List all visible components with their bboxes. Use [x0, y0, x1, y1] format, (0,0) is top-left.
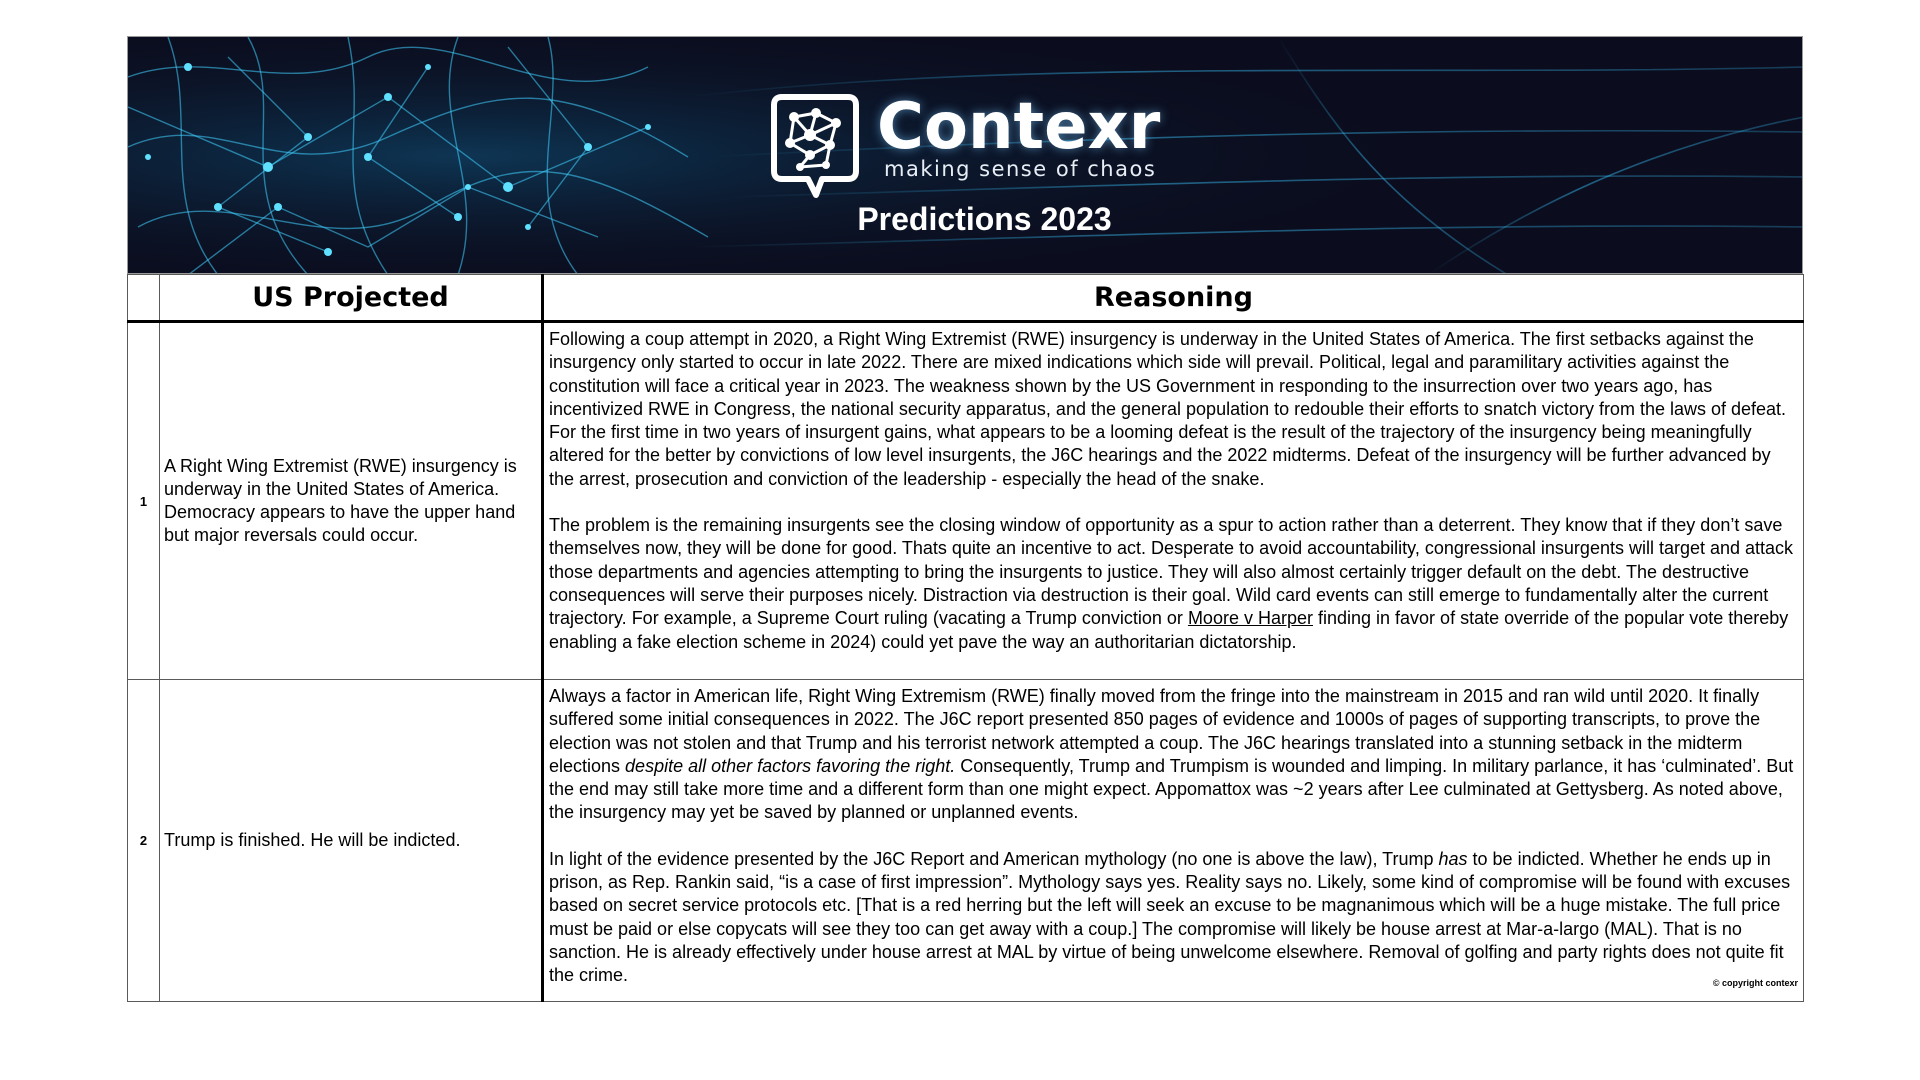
reasoning-emphasis: despite all other factors favoring the right. — [625, 755, 956, 776]
projection-cell: Trump is finished. He will be indicted. — [160, 680, 543, 1002]
moore-v-harper-link[interactable]: Moore v Harper — [1187, 608, 1313, 629]
reasoning-paragraph — [549, 685, 1799, 825]
header-banner — [127, 36, 1803, 274]
reasoning-paragraph: Following a coup attempt in 2020, a Right Wing Extremist (RWE) insurgency is underway in the United States of America. The first setbacks against the insurgency only started to occur in late 2022. There are mixed indications which side will prevail. Political, legal and paramilitary activities against the constitution will face a critical year in 2023. The weakness shown by the US Government in responding to the insurrection over two years ago, has incentivized RWE in Congress, the national security apparatus, and the general population to redouble their efforts to snatch victory from the laws of defeat. For the first time in two years of insurgent gains, what appears to be a looming defeat is the result of the trajectory of the insurgency being meaningfully altered for the better by convictions of low level insurgents, the J6C hearings and the 2022 midterms. Defeat of the insurgency will be further advanced by the arrest, prosecution and conviction of the leadership - especially the head of the snake. — [549, 329, 1787, 489]
reasoning-text: Consequently, Trump and Trumpism is wounded and limping. In military parlance, it has ‘culminated’. But the end may still take more time and a different form than one might expect. Appomattox was ~2 years after Lee culminated at Gettysberg. As noted above, the insurgency may yet be saved by planned or unplanned events. — [549, 755, 1794, 823]
brand-tagline: making sense of chaos — [884, 157, 1157, 181]
brand-lockup — [760, 91, 1220, 201]
prediction-sheet — [127, 36, 1803, 1002]
column-header-projected: US Projected — [160, 275, 543, 322]
column-header-reasoning: Reasoning — [543, 275, 1804, 322]
reasoning-cell — [543, 680, 1804, 1002]
copyright-notice: © copyright contexr — [1712, 977, 1798, 988]
row-number: 1 — [128, 322, 160, 680]
reasoning-text: Always a factor in American life, Right Wing Extremism (RWE) finally moved from the fringe into the mainstream in 2015 and ran wild until 2020. It finally suffered some initial consequences in 2022. The J6C report presented 850 pages of evidence and 1000s of pages of supporting transcripts, to prove the election was not stolen and that Trump and his terrorist network attempted a coup. The J6C hearings translated into a stunning setback in the midterm elections — [549, 686, 1761, 776]
projection-cell: A Right Wing Extremist (RWE) insurgency is underway in the United States of America. Democracy appears to have the upper hand but major reversals could occur. — [160, 322, 543, 680]
table-header-row — [128, 275, 1804, 322]
brand-name: Contexr — [877, 90, 1161, 164]
reasoning-text: The problem is the remaining insurgents see the closing window of opportunity as a spur to action rather than a deterrent. They know that if they don’t save themselves now, they will be done for good. Thats quite an incentive to act. Desperate to avoid accountability, congressional insurgents will target and attack those departments and agencies attempting to bring the insurgents to justice. They will also almost certainly trigger default on the debt. The destructive consequences will serve their purposes nicely. Distraction via destruction is their goal. Wild card events can still emerge to fundamentally alter the current trajectory. For example, a Supreme Court ruling (vacating a Trump conviction or — [549, 515, 1794, 629]
table-row — [128, 680, 1804, 1002]
reasoning-paragraph — [549, 514, 1799, 654]
column-header-number — [128, 275, 160, 322]
reasoning-text: finding in favor of state override of the popular vote thereby enabling a fake election scheme in 2024) could yet pave the way an authoritarian dictatorship. — [549, 608, 1789, 652]
reasoning-text: In light of the evidence presented by the J6C Report and American mythology (no one is above the law), Trump — [549, 848, 1439, 869]
reasoning-emphasis: has — [1438, 848, 1468, 869]
row-number: 2 — [128, 680, 160, 1002]
network-speech-bubble-icon — [760, 91, 870, 201]
page-title: Predictions 2023 — [857, 201, 1112, 237]
reasoning-text: to be indicted. Whether he ends up in prison, as Rep. Rankin said, “is a case of first impression”. Mythology says yes. Reality says no. Likely, some kind of compromise will be found with excuses based on secret service protocols etc. [That is a red herring but the left will seek an excuse to be magnanimous which will be a huge mistake. The full price must be paid or else copycats will see they too can get away with a coup.] The compromise will likely be house arrest at Mar-a-largo (MAL). That is no sanction. He is already effectively under house arrest at MAL by virtue of being unwelcome elsewhere. Removal of golfing and party rights does not quite fit the crime. — [549, 848, 1791, 986]
reasoning-paragraph — [549, 848, 1799, 988]
reasoning-cell — [543, 322, 1804, 680]
predictions-table — [127, 274, 1804, 1002]
table-row — [128, 322, 1804, 680]
